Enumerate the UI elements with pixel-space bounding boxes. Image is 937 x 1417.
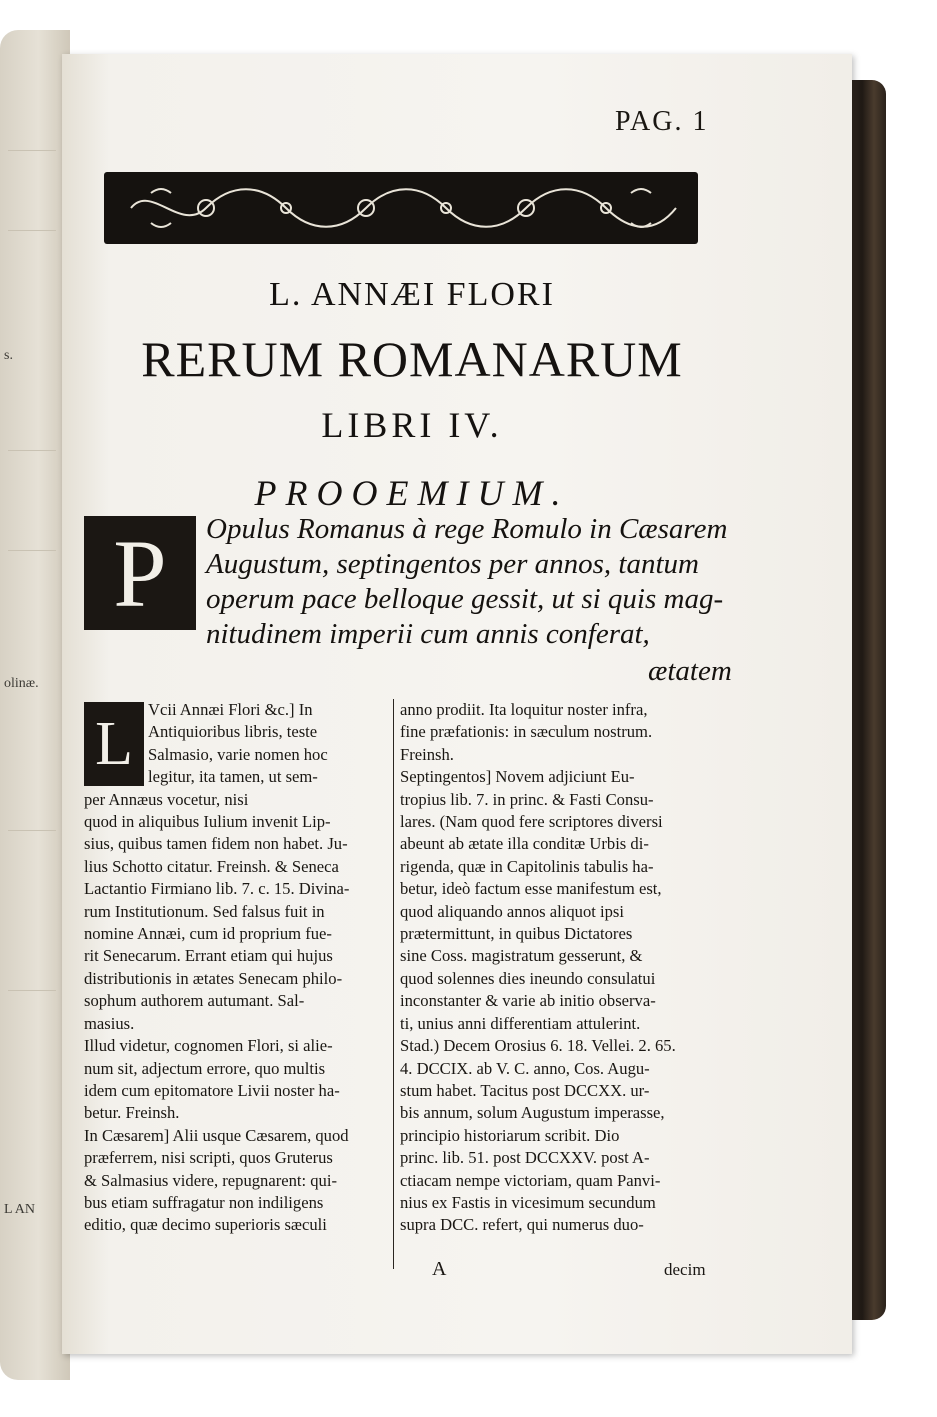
commentary-line: Salmasio, varie nomen hoc — [148, 744, 328, 764]
commentary-line: per Annæus vocetur, nisi — [84, 789, 249, 809]
column-divider — [393, 699, 394, 1269]
book-binding — [846, 80, 886, 1320]
commentary-line: nius ex Fastis in vicesimum secundum — [400, 1192, 656, 1212]
main-line: Opulus Romanus à rege Romulo in Cæsarem — [206, 513, 728, 545]
commentary-line: abeunt ab ætate illa conditæ Urbis di- — [400, 834, 649, 854]
commentary-line: præferrem, nisi scripti, quos Gruterus — [84, 1148, 333, 1168]
commentary-line: sine Coss. magistratum gesserunt, & — [400, 946, 643, 966]
commentary-line: quod solennes dies ineundo consulatui — [400, 968, 656, 988]
commentary-line: princ. lib. 51. post DCCXXV. post A- — [400, 1148, 650, 1168]
commentary-line: distributionis in ætates Senecam philo- — [84, 968, 343, 988]
headpiece-ornament — [104, 172, 698, 244]
main-line: operum pace belloque gessit, ut si quis mag- — [206, 583, 724, 615]
commentary-line: Septingentos] Novem adjiciunt Eu- — [400, 767, 635, 787]
commentary-line: rit Senecarum. Errant etiam qui hujus — [84, 946, 333, 966]
main-dropcap: P — [84, 516, 196, 630]
commentary-line: lares. (Nam quod fere scriptores diversi — [400, 812, 663, 832]
commentary-line: prætermittunt, in quibus Dictatores — [400, 924, 633, 944]
commentary-line: supra DCC. refert, qui numerus duo- — [400, 1215, 644, 1235]
commentary-line: tropius lib. 7. in princ. & Fasti Consu- — [400, 789, 654, 809]
commentary-left-column — [84, 699, 389, 1237]
commentary-line: rigenda, quæ in Capitolinis tabulis ha- — [400, 856, 654, 876]
left-page-fragment: L AN — [4, 1202, 35, 1217]
commentary-line: Illud videtur, cognomen Flori, si alie- — [84, 1036, 333, 1056]
scroll-ornament-icon — [111, 178, 691, 238]
left-page-fragment: olinæ. — [4, 676, 39, 691]
commentary-line: 4. DCCIX. ab V. C. anno, Cos. Augu- — [400, 1058, 650, 1078]
commentary-line: betur. Freinsh. — [84, 1103, 180, 1123]
commentary-line: legitur, ita tamen, ut sem- — [148, 767, 318, 787]
heading-author: L. ANNÆI FLORI — [269, 276, 555, 313]
commentary-line: quod in aliquibus Iulium invenit Lip- — [84, 812, 331, 832]
commentary-line: sius, quibus tamen fidem non habet. Ju- — [84, 834, 348, 854]
heading-books: LIBRI IV. — [321, 405, 503, 445]
commentary-line: rum Institutionum. Sed falsus fuit in — [84, 901, 325, 921]
commentary-line: num sit, adjectum errore, quo multis — [84, 1058, 326, 1078]
commentary-line: & Salmasius videre, repugnarent: qui- — [84, 1170, 337, 1190]
commentary-line: masius. — [84, 1013, 135, 1033]
left-page-fragment: s. — [4, 348, 13, 363]
commentary-line: Antiquioribus libris, teste — [148, 722, 318, 742]
commentary-line: stum habet. Tacitus post DCCXX. ur- — [400, 1080, 650, 1100]
book-page — [62, 54, 852, 1354]
main-line: Augustum, septingentos per annos, tantum — [206, 548, 699, 580]
commentary-line: lius Schotto citatur. Freinsh. & Seneca — [84, 856, 339, 876]
main-text — [206, 512, 726, 652]
comment-dropcap: L — [84, 702, 144, 786]
commentary-line: bus etiam suffragatur non indiligens — [84, 1192, 324, 1212]
commentary-line: fine præfationis: in sæculum nostrum. — [400, 722, 653, 742]
signature-mark: A — [432, 1258, 447, 1280]
commentary-line: bis annum, solum Augustum imperasse, — [400, 1103, 665, 1123]
left-page — [0, 30, 70, 1380]
commentary-line: inconstanter & varie ab initio observa- — [400, 991, 656, 1011]
commentary-line: sophum authorem autumant. Sal- — [84, 991, 305, 1011]
commentary-line: Vcii Annæi Flori &c.] In — [148, 700, 313, 719]
commentary-right-column — [400, 699, 710, 1237]
commentary-line: In Cæsarem] Alii usque Cæsarem, quod — [84, 1125, 349, 1145]
page-number: PAG. 1 — [615, 106, 709, 137]
commentary-line: anno prodiit. Ita loquitur noster infra, — [400, 700, 648, 719]
commentary-line: Stad.) Decem Orosius 6. 18. Vellei. 2. 65. — [400, 1036, 676, 1056]
commentary-line: nomine Annæi, cum id proprium fue- — [84, 924, 332, 944]
heading-section: PROOEMIUM. — [254, 473, 570, 513]
main-catchword: ætatem — [648, 655, 732, 687]
commentary-line: Lactantio Firmiano lib. 7. c. 15. Divina- — [84, 879, 350, 899]
commentary-line: ctiacam nempe victoriam, quam Panvi- — [400, 1170, 661, 1190]
commentary-line: idem cum epitomatore Livii noster ha- — [84, 1080, 340, 1100]
commentary-line: betur, ideò factum esse manifestum est, — [400, 879, 662, 899]
commentary-line: quod aliquando annos aliquot ipsi — [400, 901, 624, 921]
commentary-line: principio historiarum scribit. Dio — [400, 1125, 620, 1145]
catchword: decim — [664, 1260, 706, 1279]
heading-title: RERUM ROMANARUM — [141, 331, 683, 387]
commentary-line: editio, quæ decimo superioris sæculi — [84, 1215, 327, 1235]
commentary-line: Freinsh. — [400, 744, 454, 764]
commentary-line: ti, unius anni differentiam attulerint. — [400, 1013, 641, 1033]
main-line: nitudinem imperii cum annis conferat, — [206, 618, 650, 650]
